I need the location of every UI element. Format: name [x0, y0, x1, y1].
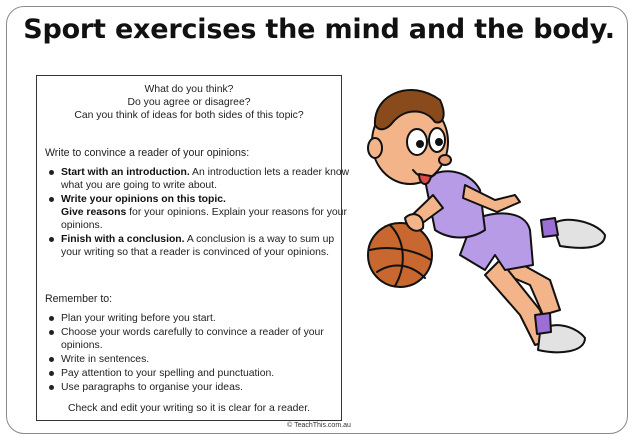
page-title: Sport exercises the mind and the body.: [23, 14, 615, 45]
remember-list: [45, 312, 351, 395]
item-bold: Finish with a conclusion.: [61, 234, 185, 245]
section-heading-remember: Remember to:: [45, 293, 113, 305]
instruction-panel: [36, 75, 350, 421]
prompt-questions: [37, 83, 341, 122]
list-item: [61, 233, 351, 259]
prompt-line: Do you agree or disagree?: [127, 97, 251, 108]
list-item: Write in sentences.: [61, 353, 351, 366]
item-text: for your opinions. Explain your reasons for your opinions.: [61, 207, 347, 231]
closing-note: Check and edit your writing so it is clear for a reader.: [68, 403, 310, 414]
item-bold: Write your opinions on this topic.: [61, 194, 226, 205]
item-bold: Give reasons: [61, 207, 127, 218]
copyright-footer: © TeachThis.com.au: [287, 422, 351, 429]
list-item: [61, 166, 351, 192]
item-text: An introduction lets a reader know what you are going to write about.: [61, 167, 350, 191]
list-item: [61, 193, 351, 232]
prompt-line: Can you think of ideas for both sides of this topic?: [74, 110, 304, 121]
list-item: Choose your words carefully to convince a reader of your opinions.: [61, 326, 351, 352]
section-heading-convince: Write to convince a reader of your opinions:: [45, 147, 250, 159]
prompt-line: What do you think?: [144, 84, 234, 95]
item-bold: Start with an introduction.: [61, 167, 190, 178]
list-item: Plan your writing before you start.: [61, 312, 351, 325]
item-text: A conclusion is a way to sum up your writing so that a reader is convinced of your opinions.: [61, 234, 335, 258]
list-item: Use paragraphs to organise your ideas.: [61, 381, 351, 394]
list-item: Pay attention to your spelling and punctuation.: [61, 367, 351, 380]
basketball-player-illustration: [355, 70, 625, 370]
convince-list: [45, 166, 351, 260]
